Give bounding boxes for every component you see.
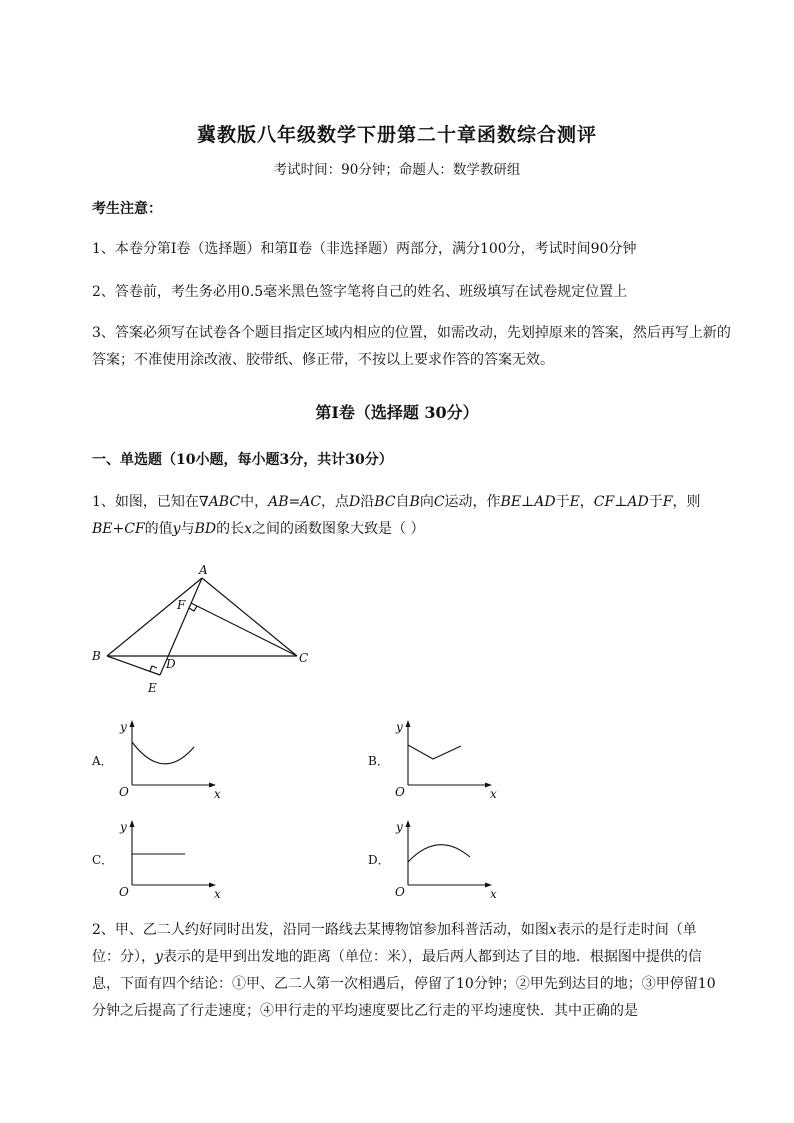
q1-text: 与: [180, 521, 195, 537]
option-d-curve: [408, 845, 470, 862]
notice-item-1: 1、本卷分第I卷（选择题）和第Ⅱ卷（非选择题）两部分，满分100分，考试时间90分钟: [92, 241, 637, 257]
right-angle-e: [150, 666, 157, 671]
segment-cf: [191, 603, 297, 656]
page-title: 冀教版八年级数学下册第二十章函数综合测评: [196, 124, 597, 146]
q1-text: 的值: [144, 521, 173, 537]
option-b-label: B．: [368, 754, 389, 768]
q2-text: 表示的是行走时间（单位：分），: [92, 922, 697, 965]
q1-math: E: [569, 494, 580, 510]
q1-text: ，则: [672, 494, 701, 510]
triangle-figure: [85, 555, 325, 705]
option-d-label: D．: [368, 853, 390, 867]
q1-math: F: [662, 494, 673, 510]
option-d-origin: O: [395, 885, 405, 899]
q1-math: AB=AC: [268, 494, 322, 510]
section-title: 第I卷（选择题 30分）: [315, 403, 479, 422]
label-f: F: [177, 598, 186, 612]
label-d: D: [166, 657, 176, 671]
option-b-origin: O: [395, 785, 405, 799]
label-e: E: [148, 681, 157, 695]
option-a-origin: O: [119, 785, 129, 799]
notice-item-2: 2、答卷前，考生务必用0.5毫米黑色签字笔将自己的姓名、班级填写在试卷规定位置上: [92, 284, 628, 300]
option-a-curve: [132, 742, 194, 764]
q1-text: 1、如图，已知在: [92, 494, 199, 510]
q1-text: 自: [395, 494, 410, 510]
q1-text: 向: [419, 494, 434, 510]
option-b-curve: [408, 745, 461, 759]
q2-text: 表示的是甲到出发地的距离（单位：米），最后两人都到达了目的地．根据图中提供的信息，下面有四个结论：①甲、乙二人第一次相遇后，停留了10分钟；②甲先到达目的地；③甲停留10分钟之后提高了行走速度；④甲行走的平均速度要比乙行走的平均速度快．其中正确的是: [92, 949, 716, 1019]
notice-item-3: 3、答案必须写在试卷各个题目指定区域内相应的位置，如需改动，先划掉原来的答案，然后再写上新的答案；不准使用涂改液、胶带纸、修正带，不按以上要求作答的答案无效。: [92, 325, 731, 368]
option-d[interactable]: [368, 820, 497, 901]
option-c[interactable]: [92, 820, 221, 901]
label-b: B: [92, 649, 101, 663]
q1-text: 的长: [216, 521, 245, 537]
option-a-label: A．: [92, 754, 113, 768]
q1-math: y: [172, 521, 181, 537]
q1-math: BD: [194, 521, 217, 537]
question-2: [92, 917, 722, 1025]
q1-math: C: [433, 494, 445, 510]
segment-ab: [107, 578, 202, 656]
exam-info: 考试时间：90分钟；命题人：数学教研组: [273, 162, 521, 178]
q2-math: y: [155, 949, 163, 965]
option-a-x-label: x: [214, 787, 221, 801]
q1-text: 之间的函数图象大致是（ ）: [252, 521, 425, 537]
notice-heading: 考生注意：: [92, 201, 162, 217]
option-b-x-label: x: [490, 787, 497, 801]
q1-text: 运动，作: [444, 494, 501, 510]
q1-math: B: [409, 494, 420, 510]
q1-text: 于: [648, 494, 663, 510]
answer-options: [85, 715, 525, 905]
q1-math: D: [349, 494, 361, 510]
part-heading: 一、单选题（10小题，每小题3分，共计30分）: [92, 452, 393, 468]
option-d-x-label: x: [490, 887, 497, 901]
option-c-label: C．: [92, 853, 114, 867]
option-c-x-label: x: [214, 887, 221, 901]
q1-math: CF⊥AD: [593, 494, 649, 510]
q2-math: x: [548, 922, 557, 938]
question-1: [92, 489, 722, 543]
q1-math: x: [244, 521, 253, 537]
option-d-y-label: y: [396, 820, 403, 834]
q1-text: ，点: [321, 494, 350, 510]
option-b[interactable]: [368, 720, 497, 801]
q1-text: 中，: [240, 494, 269, 510]
option-c-origin: O: [119, 885, 129, 899]
q1-text: 于: [555, 494, 570, 510]
segment-ac: [202, 578, 297, 656]
option-b-y-label: y: [396, 720, 403, 734]
label-c: C: [299, 651, 309, 665]
q1-text: ，: [579, 494, 594, 510]
option-c-y-label: y: [120, 820, 127, 834]
q2-text: 2、甲、乙二人约好同时出发，沿同一路线去某博物馆参加科普活动，如图: [92, 922, 549, 938]
q1-math: BE⊥AD: [500, 494, 556, 510]
q1-math: ∇ABC: [198, 494, 241, 510]
q1-text: 沿: [360, 494, 375, 510]
option-a-y-label: y: [120, 720, 127, 734]
option-a[interactable]: [91, 720, 221, 801]
q1-math: BE+CF: [92, 521, 145, 537]
q1-math: BC: [374, 494, 396, 510]
label-a: A: [199, 563, 208, 577]
